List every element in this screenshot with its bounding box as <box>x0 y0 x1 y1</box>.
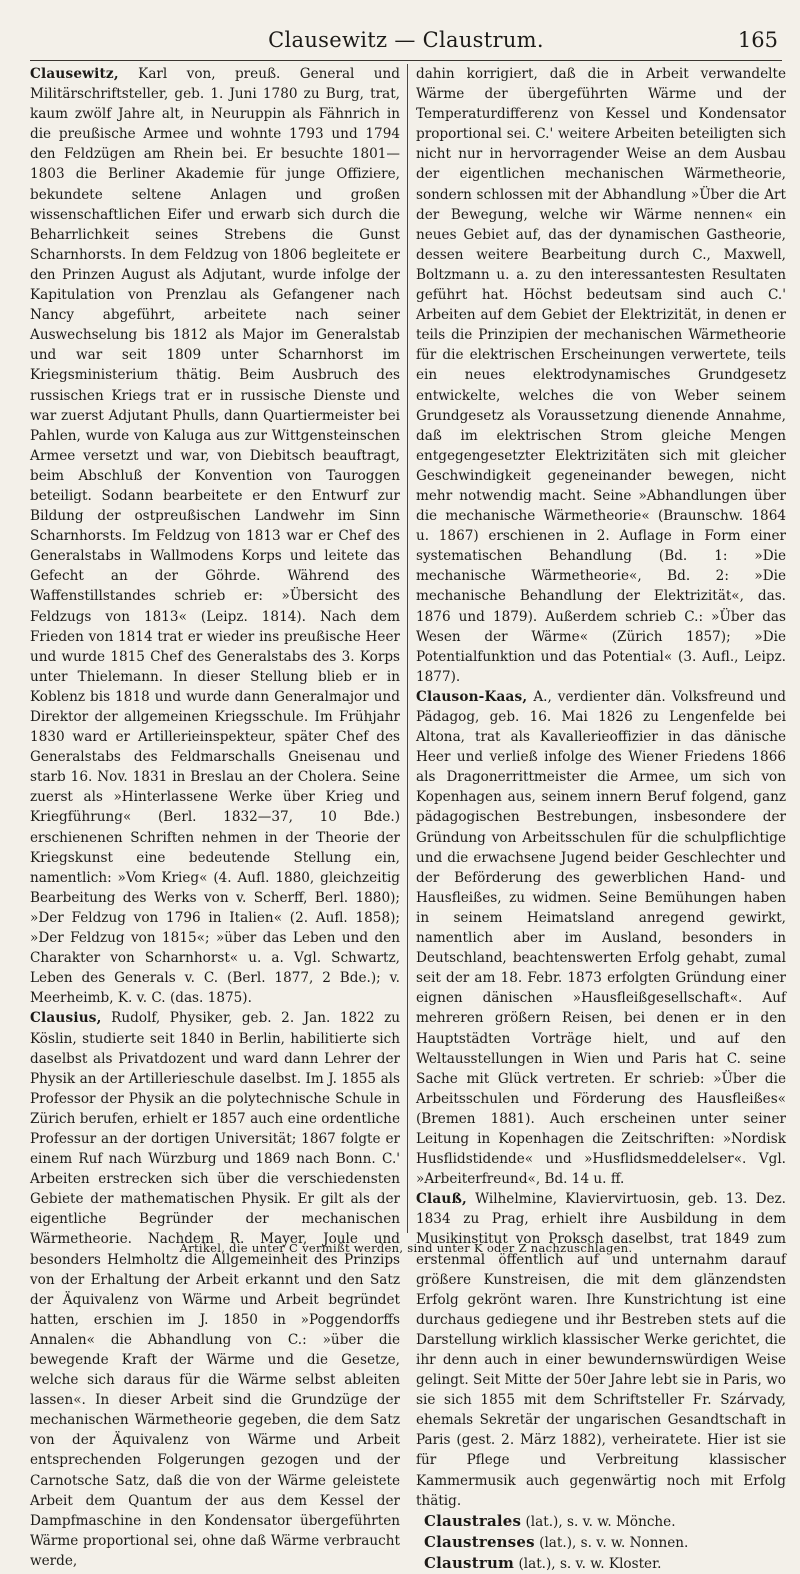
entry-clausius-continued: dahin korrigiert, daß die in Arbeit verwandelte Wärme der übergeführten Wärme und der Temperaturdifferenz von Kessel und Kondensator proportional sei. C.' weitere Arbeiten beteiligten sich nicht nur in hervorragender Weise an dem Ausbau der eigentlichen mechanischen Wärmetheorie, sondern schlossen mit der Abhandlung »Über die Art der Bewegung, welche wir Wärme nennen« ein neues Gebiet auf, das der dynamischen Gastheorie, dessen weitere Bearbeitung durch C., Maxwell, Boltzmann u. a. zu den interessantesten Resultaten geführt hat. Höchst bedeutsam sind auch C.' Arbeiten auf dem Gebiet der Elektrizität, in denen er teils die Prinzipien der mechanischen Wärmetheorie für die elektrischen Erscheinungen verwertete, teils ein neues elektrodynamisches Grundgesetz entwickelte, welches die von Weber seinem Grundgesetz als Voraussetzung dienende Annahme, daß im elektrischen Strom gleiche Mengen entgegengesetzter Elektrizitäten sich mit gleicher Geschwindigkeit gegeneinander bewegen, nicht mehr notwendig macht. Seine »Abhandlungen über die mechanische Wärmetheorie« (Braunschw. 1864 u. 1867) erschienen in 2. Auflage in Form einer systematischen Behandlung (Bd. 1: »Die mechanische Wärmetheorie«, Bd. 2: »Die mechanische Behandlung der Elektrizität«, das. 1876 und 1879). Außerdem schrieb C.: »Über das Wesen der Wärme« (Zürich 1857); »Die Potentialfunktion und das Potential« (3. Aufl., Leipz. 1877). <box>416 66 786 685</box>
headword: Clausewitz, <box>30 66 119 82</box>
running-head: Clausewitz — Claustrum. <box>268 28 544 52</box>
entry-text: (lat.), s. v. w. Mönche. <box>525 1513 676 1530</box>
entry-text: Rudolf, Physiker, geb. 2. Jan. 1822 zu Köslin, studierte seit 1840 in Berlin, habilitierte sich daselbst als Privatdozent und ward dann Lehrer der Physik an der Artillerieschule daselbst. Im J. 1855 als Professor der Physik an die polytechnische Schule in Zürich berufen, erhielt er 1857 auch eine ordentliche Professur an der dortigen Universität; 1867 folgte er einem Ruf nach Würzburg und 1869 nach Bonn. C.' Arbeiten erstrecken sich über die verschiedensten Gebiete der mathematischen Physik. Er gilt als der eigentliche Begründer der mechanischen Wärmetheorie. Nachdem R. Mayer, Joule und besonders Helmholtz die Allgemeinheit des Prinzips von der Erhaltung der Arbeit erkannt und den Satz der Äquivalenz von Wärme und Arbeit begründet hatten, erschien im J. 1850 in »Poggendorffs Annalen« die Abhandlung von C.: »über die bewegende Kraft der Wärme und die Gesetze, welche sich daraus für die Wärme selbst ableiten lassen«. In dieser Arbeit sind die Grundzüge der mechanischen Wärmetheorie gegeben, die dem Satz von der Äquivalenz von Wärme und Arbeit entsprechenden Folgerungen gezogen und der Carnotsche Satz, daß die von der Wärme geleistete Arbeit dem Quantum der aus dem Kessel der Dampfmaschine in den Kondensator übergeführten Wärme proportional sei, ohne daß Wärme verbraucht werde, <box>30 1010 400 1569</box>
headword: Claustrales <box>424 1511 522 1530</box>
page-footer-note: Artikel, die unter C vermißt werden, sind unter K oder Z nachzuschlagen. <box>179 1241 633 1255</box>
entry-text: (lat.), s. v. w. Kloster. <box>518 1555 662 1572</box>
entry-claustrum <box>416 1553 786 1574</box>
entry-text: A., verdienter dän. Volksfreund und Pädagog, geb. 16. Mai 1826 zu Lengenfelde bei Altona, trat als Kavallerieoffizier in das dänische Heer und verließ infolge des Wiener Friedens 1866 als Dragonerrittmeister die Armee, um sich von Kopenhagen aus, seinem innern Beruf folgend, ganz pädagogischen Bestrebungen, insbesondere der Gründung von Arbeitsschulen für die schulpflichtige und die erwachsene Jugend beider Geschlechter und der Beförderung des gewerblichen Hand- und Hausfleißes, zu widmen. Seine Bemühungen haben in seinem Heimatsland anregend gewirkt, namentlich aber im Ausland, besonders in Deutschland, beachtenswerten Erfolg gehabt, zumal seit der am 18. Febr. 1873 erfolgten Gründung einer eignen dänischen »Hausfleißgesellschaft«. Auf mehreren größern Reisen, bei denen er in den Hauptstädten Vorträge hielt, und auf den Weltausstellungen in Wien und Paris hat C. seine Sache mit Glück vertreten. Er schrieb: »Über die Arbeitsschulen und Förderung des Hausfleißes« (Bremen 1881). Auch erscheinen unter seiner Leitung in Kopenhagen die Zeitschriften: »Nordisk Husflidstidende« und »Husflidsmeddelelser«. Vgl. »Arbeiterfreund«, Bd. 14 u. ff. <box>416 688 786 1188</box>
entry-text: (lat.), s. v. w. Nonnen. <box>539 1534 689 1551</box>
entry-clauss <box>416 1189 786 1511</box>
headword: Clausius, <box>30 1010 102 1027</box>
right-column <box>408 64 786 1572</box>
entry-clausius <box>30 1008 400 1571</box>
entry-text: Karl von, preuß. General und Militärschriftsteller, geb. 1. Juni 1780 zu Burg, trat, kaum zwölf Jahre alt, in Neuruppin als Fähnrich in die preußische Armee und wohnte 1793 und 1794 den Feldzügen am Rhein bei. Er besuchte 1801—1803 die Berliner Akademie für junge Offiziere, bekundete seltene Anlagen und großen wissenschaftlichen Eifer und erwarb sich durch die Beharrlichkeit seines Strebens die Gunst Scharnhorsts. In dem Feldzug von 1806 begleitete er den Prinzen August als Adjutant, wurde infolge der Kapitulation von Prenzlau als Gefangener nach Nancy abgeführt, arbeitete nach seiner Auswechselung bis 1812 als Major im Generalstab und war seit 1809 unter Scharnhorst im Kriegsministerium thätig. Beim Ausbruch des russischen Kriegs trat er in russische Dienste und war zuerst Adjutant Phulls, dann Quartiermeister bei Pahlen, wurde von Kaluga aus zur Wittgensteinschen Armee versetzt und war, von Diebitsch beauftragt, beim Abschluß der Konvention von Tauroggen beteiligt. Sodann bearbeitete er den Entwurf zur Bildung der ostpreußischen Landwehr im Sinn Scharnhorsts. Im Feldzug von 1813 war er Chef des Generalstabs in Wallmodens Korps und leitete das Gefecht an der Göhrde. Während des Waffenstillstandes schrieb er: »Übersicht des Feldzugs von 1813« (Leipz. 1814). Nach dem Frieden von 1814 trat er wieder ins preußische Heer und wurde 1815 Chef des Generalstabs des 3. Korps unter Thielemann. In dieser Stellung blieb er in Koblenz bis 1818 und wurde dann Generalmajor und Direktor der allgemeinen Kriegsschule. Im Frühjahr 1830 ward er Artillerieinspekteur, später Chef des Generalstabs des Feldmarschalls Gneisenau und starb 16. Nov. 1831 in Breslau an der Cholera. Seine zuerst als »Hinterlassene Werke über Krieg und Kriegführung« (Berl. 1832—37, 10 Bde.) erschienenen Schriften nehmen in der Theorie der Kriegskunst eine bedeutende Stellung ein, namentlich: »Vom Krieg« (4. Aufl. 1880, gleichzeitig Bearbeitung des Werks von v. Scherff, Berl. 1880); »Der Feldzug von 1796 in Italien« (2. Aufl. 1858); »Der Feldzug von 1815«; »über das Leben und den Charakter von Scharnhorst« u. a. Vgl. Schwartz, Leben des Generals v. C. (Berl. 1877, 2 Bde.); v. Meerheimb, K. v. C. (das. 1875). <box>30 66 400 1007</box>
page-number: 165 <box>737 28 778 52</box>
headword: Clauß, <box>416 1191 467 1208</box>
entry-claustrenses <box>416 1532 786 1553</box>
headword: Claustrenses <box>424 1532 535 1551</box>
headword: Clauson-Kaas, <box>416 688 528 705</box>
entry-claustrales <box>416 1511 786 1532</box>
page-header <box>30 20 782 61</box>
entry-clausewitz <box>30 64 400 1008</box>
entry-clauson-kaas <box>416 687 786 1189</box>
entry-text: Wilhelmine, Klaviervirtuosin, geb. 13. Dez. 1834 zu Prag, erhielt ihre Ausbildung in dem Musikinstitut von Proksch daselbst, trat 1849 zum erstenmal öffentlich auf und unternahm darauf größere Kunstreisen, die mit dem glänzendsten Erfolg gekrönt waren. Ihre Kunstrichtung ist eine durchaus gediegene und ihr Bestreben stets auf die Darstellung wirklich klassischer Werke gerichtet, die ihr denn auch in einer bewundernswürdigen Weise gelingt. Seit Mitte der 50er Jahre lebt sie in Paris, wo sie sich 1855 mit dem Schriftsteller Fr. Szárvady, ehemals Sekretär der ungarischen Gesandtschaft in Paris (gest. 2. März 1882), verheiratete. Hier ist sie für Pflege und Verbreitung klassischer Kammermusik auch gegenwärtig noch mit Erfolg thätig. <box>416 1191 786 1509</box>
headword: Claustrum <box>424 1553 515 1572</box>
